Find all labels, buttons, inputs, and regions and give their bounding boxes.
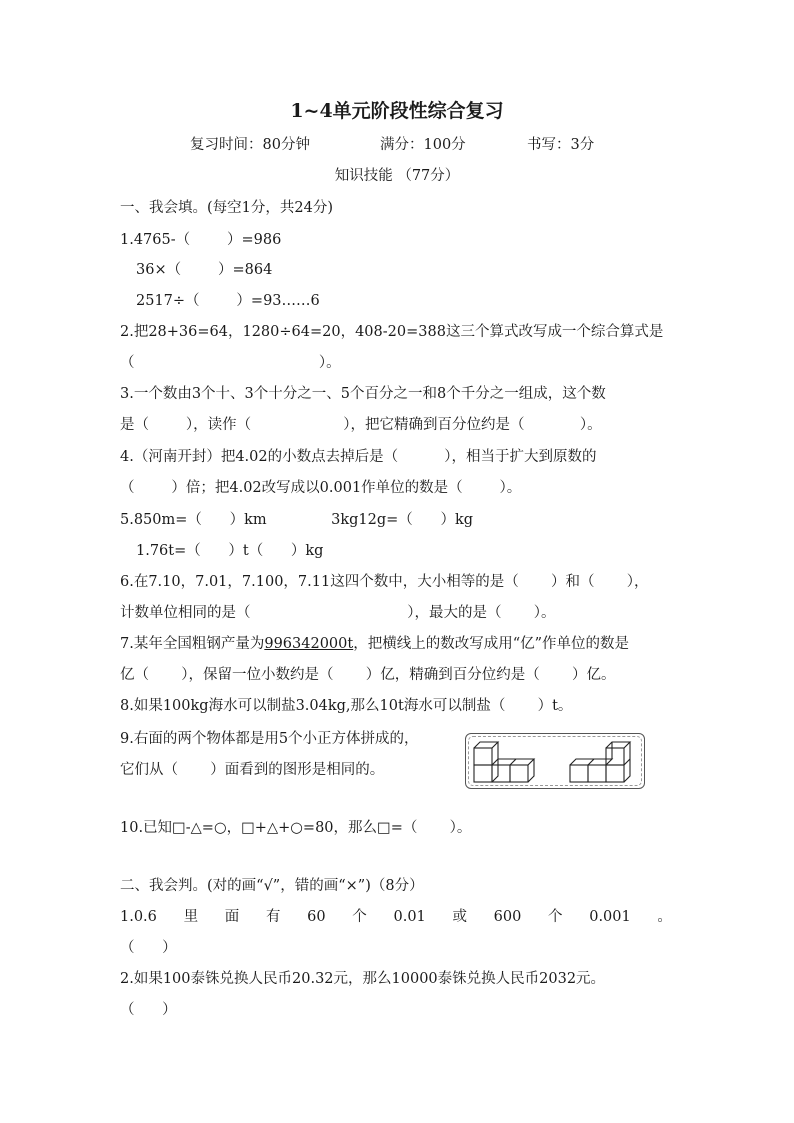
- p2-q1-line2: （ ）: [120, 940, 177, 956]
- q7-underlined-number: 996342000t: [264, 636, 354, 652]
- q3-line1: 3.一个数由3个十、3个十分之一、5个百分之一和8个千分之一组成，这个数: [120, 386, 606, 402]
- q3-line2: 是（ ），读作（ ），把它精确到百分位约是（ ）。: [120, 417, 602, 433]
- p2-q2-line2: （ ）: [120, 1002, 177, 1018]
- q7-line2: 亿（ ），保留一位小数约是（ ）亿，精确到百分位约是（ ）亿。: [120, 667, 616, 683]
- q2-line1: 2.把28+36=64，1280÷64=20，408-20=388这三个算式改写成一个综合算式是: [120, 324, 664, 340]
- q6-line1: 6.在7.10，7.01，7.100，7.11这四个数中，大小相等的是（ ）和（ ），: [120, 574, 649, 590]
- p2-q1-word: 60: [307, 909, 326, 925]
- q7-line1-a: 7.某年全国粗钢产量为: [120, 636, 265, 652]
- q6-line2: 计数单位相同的是（ ），最大的是（ ）。: [120, 605, 556, 621]
- section-heading: 知识技能 （77分）: [334, 168, 460, 184]
- p2-q2-line1: 2.如果100泰铢兑换人民币20.32元，那么10000泰铢兑换人民币2032元。: [120, 971, 606, 987]
- p2-q1-word: 有: [265, 909, 281, 925]
- q1-line1: 1.4765-（ ）=986: [120, 232, 282, 248]
- p2-q1-word: 面: [224, 909, 240, 925]
- cubes-drawing: [466, 734, 644, 788]
- p2-q1-word: 个: [352, 909, 367, 925]
- q9-line2: 它们从（ ）面看到的图形是相同的。: [120, 762, 385, 778]
- p2-q1-word: 1.0.6: [120, 909, 157, 925]
- q5-line2: 1.76t=（ ）t（ ）kg: [136, 543, 324, 559]
- q10-line1: 10.已知□-△=○，□+△+○=80，那么□=（ ）。: [120, 820, 472, 836]
- writing-score: 书写：3分: [527, 137, 595, 153]
- page-title: 1~4单元阶段性综合复习: [290, 100, 504, 122]
- p2-q1-word: 0.01: [393, 909, 426, 925]
- q2-line2: （ ）。: [120, 355, 341, 371]
- p2-q1-word: 0.001: [589, 909, 631, 925]
- part2-heading: 二、我会判。(对的画“√”，错的画“×”)（8分）: [120, 878, 424, 894]
- q7-line1-b: ，把横线上的数改写成用“亿”作单位的数是: [353, 636, 630, 652]
- q5-line1: 5.850m=（ ）km 3kg12g=（ ）kg: [120, 512, 474, 528]
- q4-line1: 4.（河南开封）把4.02的小数点去掉后是（ ），相当于扩大到原数的: [120, 449, 597, 465]
- p2-q1-word: 或: [452, 909, 467, 925]
- part1-heading: 一、我会填。(每空1分，共24分): [120, 200, 333, 216]
- q1-line3: 2517÷（ ）=93……6: [136, 293, 320, 309]
- q4-line2: （ ）倍；把4.02改写成以0.001作单位的数是（ ）。: [120, 480, 522, 496]
- full-score: 满分：100分: [380, 137, 466, 153]
- q8-line1: 8.如果100kg海水可以制盐3.04kg,那么10t海水可以制盐（ ）t。: [120, 698, 573, 714]
- q1-line2: 36×（ ）=864: [136, 262, 273, 278]
- q7-line1: [120, 634, 629, 654]
- cube-stack-views-figure-icon: [465, 733, 645, 789]
- p2-q1-word: 个: [548, 909, 563, 925]
- p2-q1-word: 。: [657, 909, 672, 925]
- review-time: 复习时间：80分钟: [190, 137, 310, 153]
- p2-q1-word: 600: [493, 909, 522, 925]
- p2-q1-line1: [120, 907, 672, 927]
- p2-q1-word: 里: [183, 909, 199, 925]
- q9-line1: 9.右面的两个物体都是用5个小正方体拼成的，: [120, 731, 419, 747]
